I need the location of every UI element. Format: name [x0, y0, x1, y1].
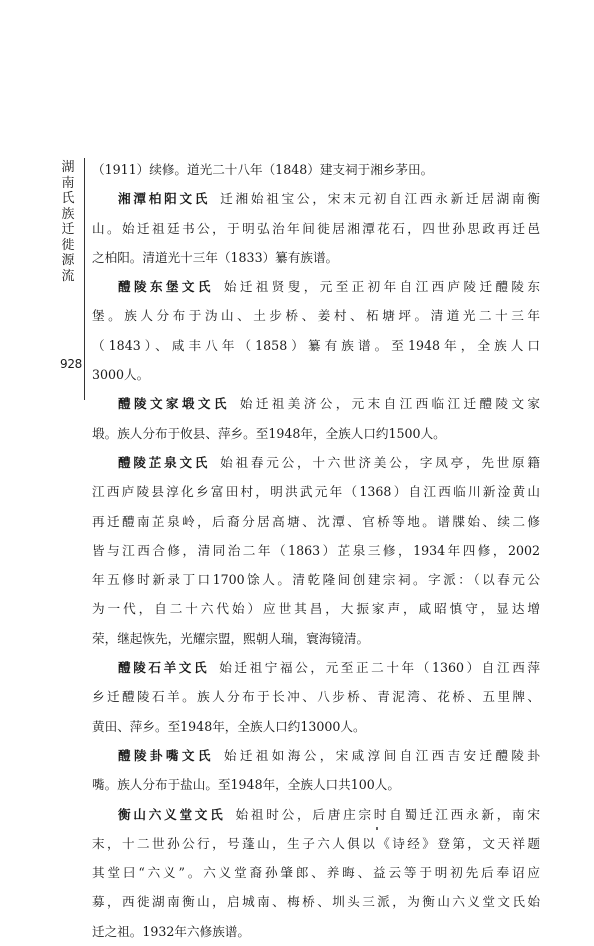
margin-rule	[84, 158, 85, 400]
line-text: （1911）续修。道光二十八年（1848）建支祠于湘乡茅田。	[92, 162, 434, 177]
line-text: 始祖时公，后唐庄宗时自蜀迁江西永新，南宋	[235, 806, 540, 822]
page-number: 928	[60, 357, 83, 371]
title-char: 氏	[61, 191, 75, 206]
line-text: 末，十二世孙公行，号蓬山，生子六人俱以《诗经》登第，文天祥题	[92, 835, 540, 851]
entry-first-line	[92, 184, 540, 213]
entry-first-line	[92, 741, 540, 770]
running-title-vertical	[60, 160, 76, 284]
line-text: （1843）、咸丰八年（1858）纂有族谱。至1948年，全族人口	[92, 337, 540, 353]
entry-first-line	[92, 389, 540, 418]
entry-first-line	[92, 448, 540, 477]
line-text: 始迁祖如海公，宋咸淳间自江西吉安迁醴陵卦	[223, 747, 540, 763]
entry-heading: 醴陵芷泉文氏	[118, 454, 211, 470]
title-char: 南	[61, 175, 75, 191]
line-text: 黄田、萍乡。至1948年，全族人口约13000人。	[92, 718, 366, 734]
title-char: 流	[61, 268, 75, 284]
text-line	[92, 477, 540, 506]
scan-speck	[376, 827, 378, 830]
title-char: 源	[61, 253, 75, 268]
text-line	[92, 155, 540, 184]
text-line	[92, 214, 540, 243]
line-text: 皆与江西合修，清同治二年（1863）芷泉三修，1934年四修，2002	[92, 542, 540, 558]
line-text: 乡迁醴陵石羊。族人分布于长冲、八步桥、青泥湾、花桥、五里牌、	[92, 689, 540, 705]
entry-heading: 湘潭柏阳文氏	[118, 191, 211, 207]
text-line	[92, 712, 540, 741]
title-char: 湖	[61, 160, 75, 175]
line-text: 3000人。	[92, 367, 150, 383]
text-line	[92, 770, 540, 799]
entry-first-line	[92, 653, 540, 682]
line-text: 始迁祖贤叟，元至正初年自江西庐陵迁醴陵东	[223, 279, 540, 295]
line-text: 迁之祖。1932年六修族谱。	[92, 923, 250, 939]
text-line	[92, 594, 540, 623]
line-text: 迁湘始祖宝公，宋末元初自江西永新迁居湖南衡	[220, 191, 540, 207]
entry-heading: 醴陵石羊文氏	[118, 660, 210, 676]
line-text: 嘴。族人分布于盐山。至1948年，全族人口共100人。	[92, 777, 400, 793]
entry-heading: 醴陵卦嘴文氏	[118, 747, 214, 763]
title-char: 族	[61, 206, 75, 222]
line-text: 再迁醴南芷泉岭，后裔分居高塘、沈潭、官桥等地。谱牒始、续二修	[92, 513, 540, 529]
line-text: 江西庐陵县淳化乡富田村，明洪武元年（1368）自江西临川新淦黄山	[92, 484, 540, 500]
line-text: 其堂曰“六义”。六义堂裔孙肇郎、养晦、益云等于明初先后奉诏应	[92, 865, 540, 881]
text-line	[92, 624, 540, 653]
text-line	[92, 536, 540, 565]
text-line	[92, 829, 540, 858]
line-text: 始迁祖美济公，元末自江西临江迁醴陵文家	[239, 396, 540, 412]
line-text: 为一代，自二十六代始）应世其昌，大振家声，咸昭慎守，显达增	[92, 601, 540, 617]
entry-heading: 醴陵东堡文氏	[118, 279, 214, 295]
title-char: 徙	[61, 237, 75, 253]
line-text: 山。始迁祖廷书公，于明弘治年间徙居湘潭花石，四世孙思政再迁邑	[92, 220, 540, 236]
line-text: 募，西徙湖南衡山，启城南、梅桥、圳头三派，为衡山六义堂文氏始	[92, 894, 540, 910]
text-line	[92, 331, 540, 360]
entry-heading: 衡山六义堂文氏	[118, 806, 226, 822]
line-text: 荣，继起恢先，光耀宗盟，熙朝人瑞，寰海镜清。	[92, 630, 370, 646]
entry-heading: 醴陵文家塅文氏	[118, 396, 230, 412]
title-char: 迁	[61, 222, 75, 237]
line-text: 始迁祖宁福公，元至正二十年（1360）自江西萍	[219, 660, 540, 676]
entry-first-line	[92, 272, 540, 301]
line-text: 之柏阳。清道光十三年（1833）纂有族谱。	[92, 249, 339, 265]
body-text	[92, 155, 540, 946]
text-line	[92, 360, 540, 389]
text-line	[92, 858, 540, 887]
entry-first-line	[92, 800, 540, 829]
line-text: 塅。族人分布于攸县、萍乡。至1948年，全族人口约1500人。	[92, 425, 446, 441]
text-line	[92, 682, 540, 711]
text-line	[92, 243, 540, 272]
text-line	[92, 419, 540, 448]
line-text: 年五修时新录丁口1700馀人。清乾隆间创建宗祠。字派：（以春元公	[92, 572, 540, 588]
line-text: 始祖春元公，十六世济美公，字凤亭，先世原籍	[220, 454, 540, 470]
text-line	[92, 301, 540, 330]
text-line	[92, 507, 540, 536]
text-line	[92, 917, 540, 946]
text-line	[92, 887, 540, 916]
line-text: 堡。族人分布于沩山、土步桥、姜村、柘塘坪。清道光二十三年	[92, 308, 540, 324]
text-line	[92, 565, 540, 594]
